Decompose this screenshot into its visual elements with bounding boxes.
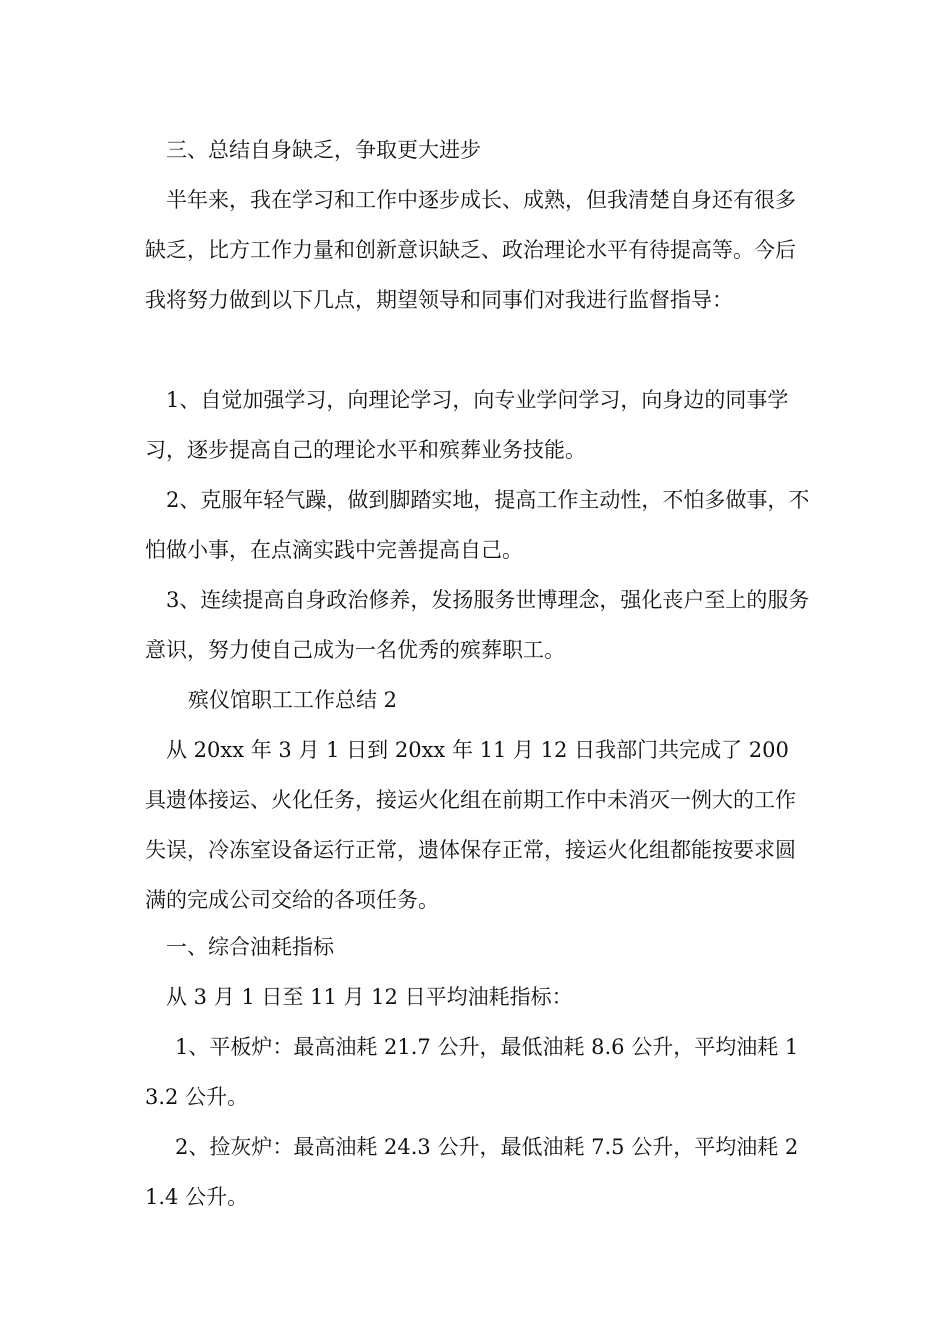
paragraph-oil-intro: 从 3 月 1 日至 11 月 12 日平均油耗指标： <box>166 985 573 1009</box>
oil-item-2: 2、捡灰炉：最高油耗 24.3 公升，最低油耗 7.5 公升，平均油耗 21.4 公升。 <box>145 1135 799 1209</box>
paragraph-summary: 从 20xx 年 3 月 1 日到 20xx 年 11 月 12 日我部门共完成了 200 具遗体接运、火化任务，接运火化组在前期工作中未消灭一例大的工作失误，冷冻室设备运行正常，遗体保存正常，接运火化组都能按要求圆满的完成公司交给的各项任务。 <box>145 738 796 912</box>
section1-heading: 一、综合油耗指标 <box>166 935 334 959</box>
list-item-1: 1、自觉加强学习，向理论学习，向专业学问学习，向身边的同事学习，逐步提高自己的理论水平和殡葬业务技能。 <box>145 388 789 462</box>
paragraph-half-year: 半年来，我在学习和工作中逐步成长、成熟，但我清楚自身还有很多缺乏，比方工作力量和创新意识缺乏、政治理论水平有待提高等。今后我将努力做到以下几点，期望领导和同事们对我进行监督指导： <box>145 188 796 312</box>
list-item-2: 2、克服年轻气躁，做到脚踏实地，提高工作主动性，不怕多做事，不怕做小事，在点滴实践中完善提高自己。 <box>145 488 810 562</box>
document-title-2: 殡仪馆职工工作总结 2 <box>188 688 398 712</box>
list-item-3: 3、连续提高自身政治修养，发扬服务世博理念，强化丧户至上的服务意识，努力使自己成为一名优秀的殡葬职工。 <box>145 588 810 662</box>
oil-item-1: 1、平板炉：最高油耗 21.7 公升，最低油耗 8.6 公升，平均油耗 13.2 公升。 <box>145 1035 799 1109</box>
section3-heading: 三、总结自身缺乏，争取更大进步 <box>166 138 481 162</box>
